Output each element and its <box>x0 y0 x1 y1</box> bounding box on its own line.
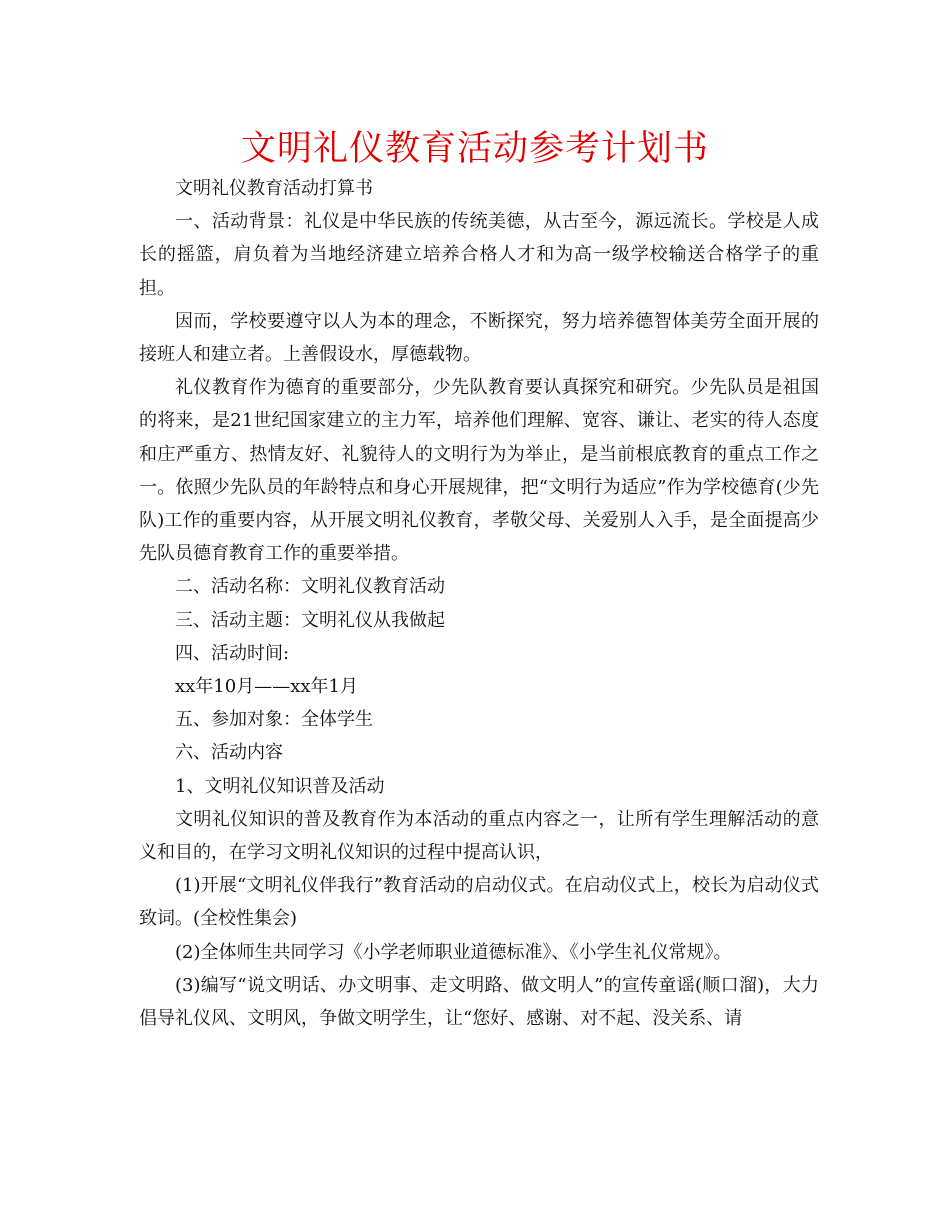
paragraph: (3)编写“说文明话、办文明事、走文明路、做文明人”的宣传童谣(顺口溜)，大力倡导礼仪风、文明风，争做文明学生，让“您好、感谢、对不起、没关系、请 <box>139 974 819 1030</box>
paragraph: xx年10月——xx年1月 <box>175 676 358 698</box>
paragraph: 文明礼仪知识的普及教育作为本活动的重点内容之一，让所有学生理解活动的意义和目的，在学习文明礼仪知识的过程中提高认识， <box>139 808 819 864</box>
paragraph: (2)全体师生共同学习《小学老师职业道德标准》、《小学生礼仪常规》。 <box>175 941 732 963</box>
paragraph: 因而，学校要遵守以人为本的理念，不断探究，努力培养德智体美劳全面开展的接班人和建立者。上善假设水，厚德载物。 <box>139 310 819 366</box>
paragraph: (1)开展“文明礼仪伴我行”教育活动的启动仪式。在启动仪式上，校长为启动仪式致词。(全校性集会) <box>139 875 819 930</box>
document-title: 文明礼仪教育活动参考计划书 <box>240 129 709 169</box>
paragraph: 五、参加对象：全体学生 <box>175 709 373 731</box>
paragraph: 二、活动名称：文明礼仪教育活动 <box>175 576 445 598</box>
document-body <box>139 172 819 1035</box>
paragraph: 1、文明礼仪知识普及活动 <box>175 775 385 797</box>
paragraph: 文明礼仪教育活动打算书 <box>175 178 373 199</box>
paragraph: 六、活动内容 <box>175 742 283 764</box>
paragraph: 一、活动背景：礼仪是中华民族的传统美德，从古至今，源远流长。学校是人成长的摇篮，肩负着为当地经济建立培养合格人才和为高一级学校输送合格学子的重担。 <box>139 211 819 299</box>
paragraph: 四、活动时间: <box>175 642 290 664</box>
paragraph: 礼仪教育作为德育的重要部分，少先队教育要认真探究和研究。少先队员是祖国的将来，是21世纪国家建立的主力军，培养他们理解、宽容、谦让、老实的待人态度和庄严重方、热情友好、礼貌待人的文明行为为举止，是当前根底教育的重点工作之一。依照少先队员的年龄特点和身心开展规律，把“文明行为适应”作为学校德育(少先队)工作的重要内容，从开展文明礼仪教育，孝敬父母、关爱别人入手，是全面提高少先队员德育教育工作的重要举措。 <box>139 377 819 565</box>
paragraph: 三、活动主题：文明礼仪从我做起 <box>175 609 445 631</box>
